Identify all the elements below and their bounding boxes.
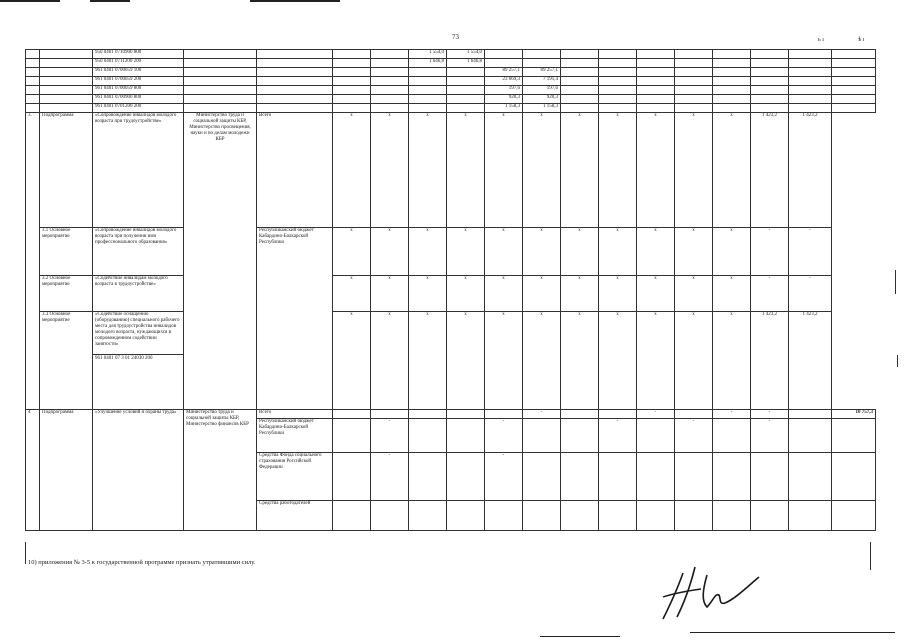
scan-mark-bottom [690, 632, 895, 633]
edge-mark [25, 542, 26, 564]
x-cell: х [637, 228, 675, 276]
x-cell: х [637, 312, 675, 410]
x-cell: х [675, 228, 713, 276]
row-number: 3. [26, 113, 40, 410]
x-cell: х [371, 228, 409, 276]
x-cell: х [333, 228, 371, 276]
amount-cell: 1 646,8 [447, 59, 485, 68]
amount-cell: 197,6 [485, 86, 523, 95]
table-row [26, 68, 876, 77]
page-number: 73 [452, 33, 459, 41]
x-cell: х [599, 228, 637, 276]
program-kind: Подпрограмма [40, 113, 93, 228]
x-cell: х [485, 276, 523, 312]
x-cell: х [713, 228, 751, 276]
measure-title: «Содействие оснащению (оборудованию) специального рабочего места для трудоустройства инвалидов молодого возраста, нуждающихся в сопровожденном содействии занятости» [95, 312, 180, 347]
table-row [26, 50, 876, 59]
x-cell: х [371, 312, 409, 410]
table-row-measure-3-1 [26, 228, 876, 276]
amount-cell: - [751, 228, 789, 276]
x-cell: х [447, 276, 485, 312]
budget-code: 961 0401 0700900 800 [93, 95, 184, 104]
dash-cell: - [637, 410, 675, 419]
dash-cell: - [675, 419, 713, 453]
amount-cell: 920,3 [523, 95, 561, 104]
scan-mark-top-right [250, 0, 340, 2]
funding-source: Средства работодателей [257, 501, 333, 531]
x-cell: х [409, 276, 447, 312]
dash-cell: - [751, 419, 789, 453]
x-cell: х [485, 228, 523, 276]
scan-mark-top-center [90, 0, 130, 2]
x-cell: х [523, 312, 561, 410]
program-title: «Улучшение условий и охраны труда» [93, 410, 184, 531]
x-cell: х [333, 312, 371, 410]
corner-mark-2: ѣ ı [858, 37, 865, 43]
dash-cell: - [599, 419, 637, 453]
edge-mark [895, 270, 896, 294]
table-row-measure-3-2 [26, 276, 876, 312]
amount-cell: 1 554,0 [447, 50, 485, 59]
measure-title-cell [93, 312, 184, 410]
table-row [26, 59, 876, 68]
measure-title: «Содействие инвалидам молодого возраста в трудоустройстве» [93, 276, 184, 312]
table-row-measure-3-3 [26, 312, 876, 410]
amount-cell: 1 158,3 [485, 104, 523, 113]
budget-table [25, 49, 876, 531]
measure-number: 3.1 Основное мероприятие [40, 228, 93, 276]
x-cell: х [675, 276, 713, 312]
amount-cell: - [789, 228, 832, 276]
x-cell: х [371, 276, 409, 312]
dash-cell: - [371, 419, 409, 453]
dash-cell: - [751, 410, 789, 419]
amount-cell: 1 646,8 [409, 59, 447, 68]
dash-cell: - [713, 410, 751, 419]
funding-source: Республиканский бюджет Кабардино-Балкарской Республики [257, 228, 333, 410]
dash-cell: - [485, 419, 523, 453]
funding-source: Всего [257, 113, 333, 228]
amount-cell: 10 757,3 [832, 410, 876, 419]
edge-mark [897, 355, 898, 367]
dash-cell: - [371, 453, 409, 501]
x-cell: х [713, 312, 751, 410]
amount-cell: 89 257,1 [485, 68, 523, 77]
budget-code: 961 0401 0700059 800 [93, 86, 184, 95]
measure-title: «Сопровождение инвалидов молодого возраста при получении ими профессионального образования» [93, 228, 184, 276]
x-cell: х [637, 276, 675, 312]
x-cell: х [561, 228, 599, 276]
budget-code: 950 0401 0710900 800 [93, 50, 184, 59]
x-cell: х [713, 113, 751, 228]
amount-cell: 89 257,1 [523, 68, 561, 77]
amount-cell: 7 191,4 [523, 77, 561, 86]
amount-cell: 1 423,2 [789, 312, 832, 410]
dash-cell: - [523, 410, 561, 419]
program-title: «Сопровождение инвалидов молодого возраста при трудоустройстве» [93, 113, 184, 228]
footnote: 10) приложения № 3-5 к государственной программе признать утратившими силу. [28, 559, 256, 566]
x-cell: х [485, 312, 523, 410]
amount-cell: 1 158,3 [523, 104, 561, 113]
measure-number: 3.3 Основное мероприятие [40, 312, 93, 410]
signature [655, 555, 765, 625]
amount-cell: 1 423,2 [751, 312, 789, 410]
dash-cell: - [485, 453, 523, 501]
scan-mark-top-left [0, 0, 60, 2]
budget-code: 961 0401 0700059 200 [93, 77, 184, 86]
x-cell: х [371, 113, 409, 228]
x-cell: х [409, 228, 447, 276]
amount-cell: 23 069,3 [485, 77, 523, 86]
x-cell: х [333, 113, 371, 228]
amount-cell: 1 554,0 [409, 50, 447, 59]
x-cell: х [409, 113, 447, 228]
x-cell: х [561, 113, 599, 228]
program-kind: Подпрограмма [40, 410, 93, 531]
x-cell: х [637, 113, 675, 228]
table-row-subprogram-4 [26, 410, 876, 419]
funding-source: Республиканский бюджет Кабардино-Балкарской Республики [257, 419, 333, 453]
budget-code: 950 0401 0711200 200 [93, 59, 184, 68]
x-cell: х [675, 113, 713, 228]
x-cell: х [447, 113, 485, 228]
x-cell: х [523, 113, 561, 228]
x-cell: х [409, 312, 447, 410]
budget-code: 961 0401 0700059 100 [93, 68, 184, 77]
x-cell: х [447, 228, 485, 276]
amount-cell: - [751, 276, 789, 312]
x-cell: х [485, 113, 523, 228]
executor: Министерство труда и социальной защиты КБР, Министерство финансов КБР [184, 410, 257, 531]
row-number: 4 [26, 410, 40, 531]
table-row [26, 104, 876, 113]
x-cell: х [333, 276, 371, 312]
table-row-subprogram-3 [26, 113, 876, 228]
amount-cell: 1 423,2 [789, 113, 832, 228]
x-cell: х [599, 113, 637, 228]
amount-cell: - [789, 276, 832, 312]
budget-code: 961 0401 07 3 01 24030 200 [93, 354, 183, 362]
budget-code: 961 0401 0701200 200 [93, 104, 184, 113]
edge-mark [870, 542, 871, 570]
measure-number: 3.2 Основное мероприятие [40, 276, 93, 312]
x-cell: х [561, 312, 599, 410]
amount-cell: 1 423,2 [751, 113, 789, 228]
funding-source: Средства Фонда социального страхования Российской Федерации [257, 453, 333, 501]
amount-cell: 920,3 [485, 95, 523, 104]
table-row [26, 77, 876, 86]
x-cell: х [599, 276, 637, 312]
amount-cell: 197,6 [523, 86, 561, 95]
executor: Министерство труда и социальной защиты КБР, Министерство просвещения, науки и по делам молодежи КБР [184, 113, 257, 410]
table-row [26, 95, 876, 104]
x-cell: х [523, 228, 561, 276]
x-cell: х [523, 276, 561, 312]
x-cell: х [599, 312, 637, 410]
scan-mark-bottom [540, 636, 620, 637]
table-row [26, 86, 876, 95]
x-cell: х [675, 312, 713, 410]
x-cell: х [447, 312, 485, 410]
x-cell: х [561, 276, 599, 312]
corner-mark-1: ь ı [818, 37, 824, 43]
x-cell: х [713, 276, 751, 312]
funding-source: Всего [257, 410, 333, 419]
